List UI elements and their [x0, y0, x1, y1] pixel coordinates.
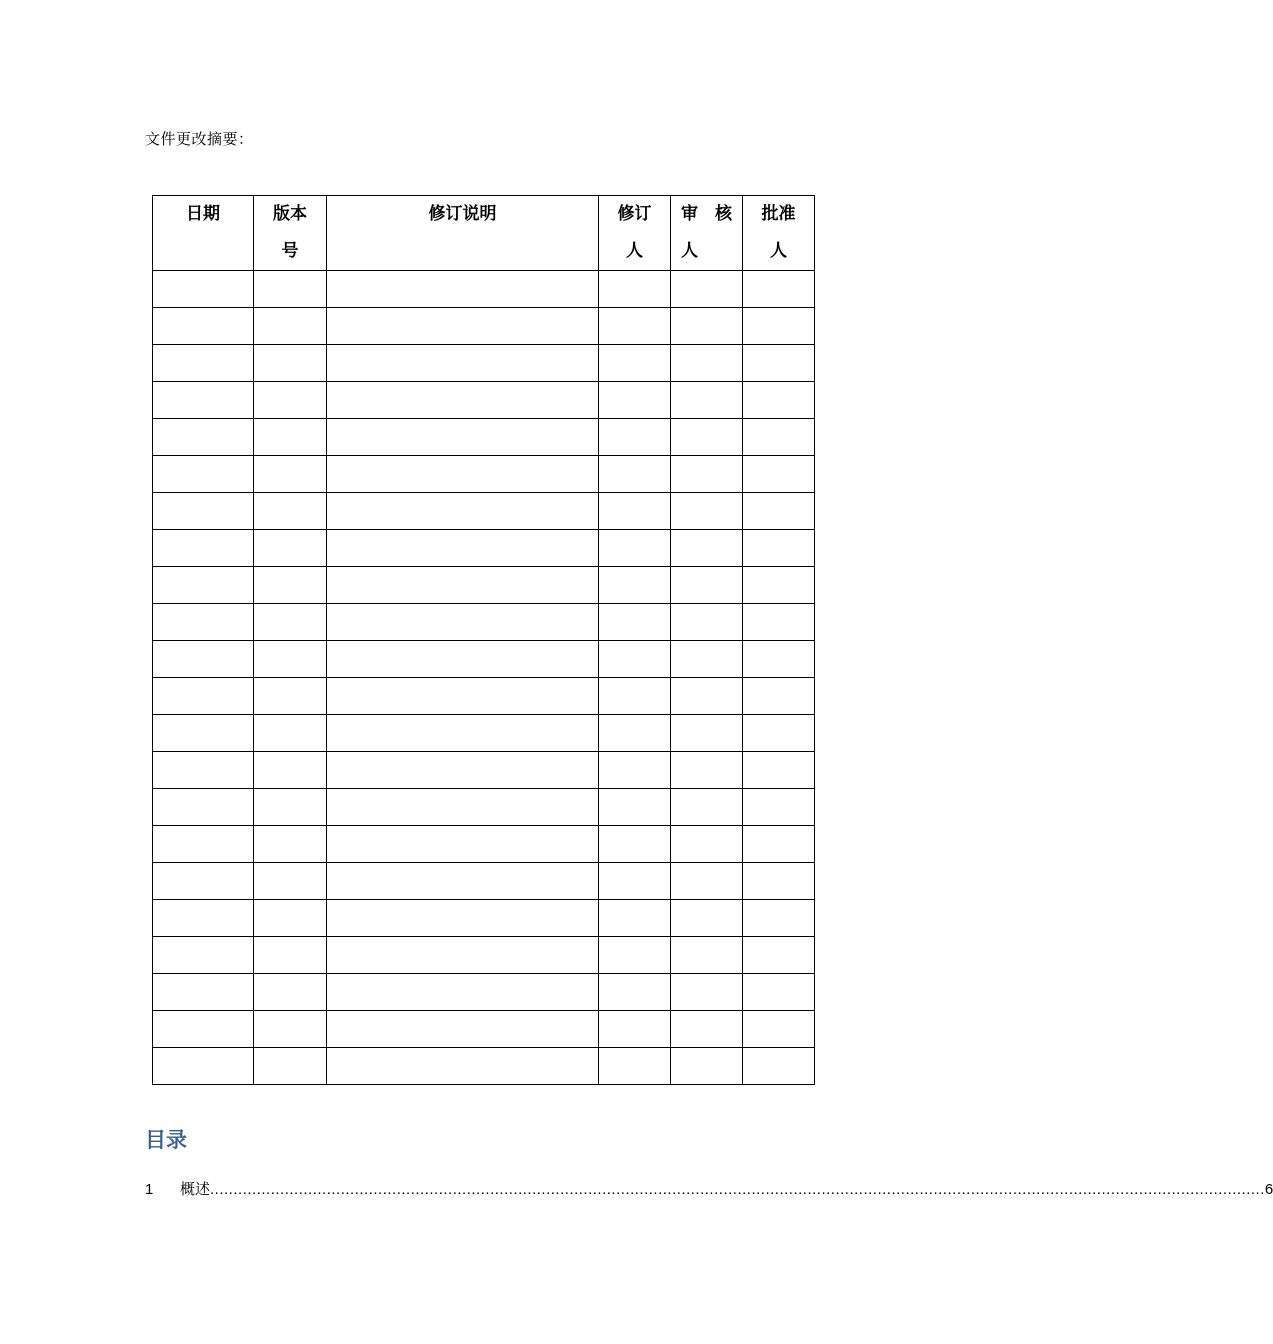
- cell-approver[interactable]: [743, 641, 815, 678]
- header-date: 日期: [153, 196, 254, 271]
- cell-date[interactable]: [153, 345, 254, 382]
- toc-heading: 目录: [145, 1128, 187, 1152]
- cell-date[interactable]: [153, 826, 254, 863]
- cell-auditor[interactable]: [671, 308, 743, 345]
- cell-auditor[interactable]: [671, 678, 743, 715]
- cell-description[interactable]: [327, 678, 599, 715]
- cell-version[interactable]: [254, 530, 327, 567]
- cell-version[interactable]: [254, 271, 327, 308]
- cell-approver[interactable]: [743, 974, 815, 1011]
- table-row: [153, 456, 815, 493]
- revision-table-body: [153, 271, 815, 1085]
- cell-auditor[interactable]: [671, 382, 743, 419]
- cell-approver[interactable]: [743, 900, 815, 937]
- cell-version[interactable]: [254, 456, 327, 493]
- cell-date[interactable]: [153, 530, 254, 567]
- cell-auditor[interactable]: [671, 604, 743, 641]
- cell-approver[interactable]: [743, 308, 815, 345]
- cell-version[interactable]: [254, 900, 327, 937]
- cell-date[interactable]: [153, 641, 254, 678]
- cell-auditor[interactable]: [671, 419, 743, 456]
- table-row: [153, 715, 815, 752]
- cell-approver[interactable]: [743, 456, 815, 493]
- cell-date[interactable]: [153, 271, 254, 308]
- cell-auditor[interactable]: [671, 641, 743, 678]
- cell-reviser[interactable]: [599, 715, 671, 752]
- cell-date[interactable]: [153, 715, 254, 752]
- cell-description[interactable]: [327, 937, 599, 974]
- cell-description[interactable]: [327, 974, 599, 1011]
- toc-entry-title: 概述: [180, 1180, 211, 1198]
- header-description: 修订说明: [327, 196, 599, 271]
- cell-auditor[interactable]: [671, 456, 743, 493]
- header-reviser: 修订 人: [599, 196, 671, 271]
- table-row: [153, 271, 815, 308]
- header-auditor: 审 核 人: [671, 196, 743, 271]
- cell-date[interactable]: [153, 937, 254, 974]
- header-version: 版本 号: [254, 196, 327, 271]
- cell-reviser[interactable]: [599, 1011, 671, 1048]
- cell-reviser[interactable]: [599, 1048, 671, 1085]
- header-approver: 批准 人: [743, 196, 815, 271]
- table-row: [153, 826, 815, 863]
- cell-date[interactable]: [153, 752, 254, 789]
- cell-approver[interactable]: [743, 937, 815, 974]
- cell-reviser[interactable]: [599, 456, 671, 493]
- cell-version[interactable]: [254, 419, 327, 456]
- cell-version[interactable]: [254, 1048, 327, 1085]
- cell-approver[interactable]: [743, 863, 815, 900]
- cell-reviser[interactable]: [599, 900, 671, 937]
- cell-description[interactable]: [327, 345, 599, 382]
- table-row: [153, 1011, 815, 1048]
- change-summary-label: 文件更改摘要：: [145, 130, 254, 148]
- cell-auditor[interactable]: [671, 826, 743, 863]
- table-header-row: [153, 196, 815, 271]
- cell-auditor[interactable]: [671, 974, 743, 1011]
- table-row: [153, 678, 815, 715]
- table-row: [153, 789, 815, 826]
- cell-date[interactable]: [153, 900, 254, 937]
- cell-approver[interactable]: [743, 567, 815, 604]
- cell-date[interactable]: [153, 567, 254, 604]
- cell-approver[interactable]: [743, 678, 815, 715]
- cell-version[interactable]: [254, 345, 327, 382]
- cell-version[interactable]: [254, 604, 327, 641]
- cell-description[interactable]: [327, 1011, 599, 1048]
- cell-reviser[interactable]: [599, 419, 671, 456]
- table-row: [153, 752, 815, 789]
- cell-version[interactable]: [254, 752, 327, 789]
- cell-description[interactable]: [327, 382, 599, 419]
- cell-reviser[interactable]: [599, 604, 671, 641]
- table-row: [153, 937, 815, 974]
- cell-auditor[interactable]: [671, 789, 743, 826]
- cell-auditor[interactable]: [671, 715, 743, 752]
- cell-reviser[interactable]: [599, 826, 671, 863]
- cell-version[interactable]: [254, 678, 327, 715]
- toc-dot-leader: ..................................................................................................................................................................................................................................: [210, 1181, 1265, 1198]
- revision-history-table: [152, 195, 815, 1085]
- table-row: [153, 419, 815, 456]
- cell-auditor[interactable]: [671, 271, 743, 308]
- cell-description[interactable]: [327, 1048, 599, 1085]
- cell-approver[interactable]: [743, 493, 815, 530]
- cell-approver[interactable]: [743, 604, 815, 641]
- table-row: [153, 530, 815, 567]
- cell-description[interactable]: [327, 826, 599, 863]
- cell-reviser[interactable]: [599, 567, 671, 604]
- table-row: [153, 567, 815, 604]
- cell-version[interactable]: [254, 937, 327, 974]
- cell-date[interactable]: [153, 974, 254, 1011]
- toc-entry-page: 6: [1264, 1181, 1273, 1198]
- cell-approver[interactable]: [743, 382, 815, 419]
- cell-date[interactable]: [153, 678, 254, 715]
- cell-reviser[interactable]: [599, 308, 671, 345]
- cell-reviser[interactable]: [599, 530, 671, 567]
- table-row: [153, 308, 815, 345]
- cell-version[interactable]: [254, 493, 327, 530]
- cell-approver[interactable]: [743, 1011, 815, 1048]
- cell-reviser[interactable]: [599, 641, 671, 678]
- cell-auditor[interactable]: [671, 345, 743, 382]
- cell-version[interactable]: [254, 1011, 327, 1048]
- cell-description[interactable]: [327, 493, 599, 530]
- cell-description[interactable]: [327, 863, 599, 900]
- cell-approver[interactable]: [743, 271, 815, 308]
- cell-description[interactable]: [327, 900, 599, 937]
- cell-approver[interactable]: [743, 715, 815, 752]
- cell-date[interactable]: [153, 382, 254, 419]
- cell-description[interactable]: [327, 456, 599, 493]
- cell-auditor[interactable]: [671, 937, 743, 974]
- cell-reviser[interactable]: [599, 678, 671, 715]
- cell-approver[interactable]: [743, 419, 815, 456]
- table-row: [153, 382, 815, 419]
- cell-version[interactable]: [254, 715, 327, 752]
- cell-description[interactable]: [327, 715, 599, 752]
- toc-entry[interactable]: [145, 1178, 1273, 1199]
- cell-version[interactable]: [254, 641, 327, 678]
- cell-date[interactable]: [153, 604, 254, 641]
- cell-description[interactable]: [327, 641, 599, 678]
- cell-date[interactable]: [153, 456, 254, 493]
- table-row: [153, 604, 815, 641]
- table-row: [153, 1048, 815, 1085]
- cell-version[interactable]: [254, 382, 327, 419]
- table-row: [153, 900, 815, 937]
- cell-description[interactable]: [327, 308, 599, 345]
- table-row: [153, 641, 815, 678]
- cell-approver[interactable]: [743, 345, 815, 382]
- cell-description[interactable]: [327, 789, 599, 826]
- cell-reviser[interactable]: [599, 789, 671, 826]
- cell-auditor[interactable]: [671, 530, 743, 567]
- table-row: [153, 863, 815, 900]
- cell-auditor[interactable]: [671, 752, 743, 789]
- cell-reviser[interactable]: [599, 752, 671, 789]
- cell-version[interactable]: [254, 863, 327, 900]
- cell-reviser[interactable]: [599, 493, 671, 530]
- cell-auditor[interactable]: [671, 567, 743, 604]
- cell-approver[interactable]: [743, 826, 815, 863]
- cell-version[interactable]: [254, 567, 327, 604]
- cell-description[interactable]: [327, 419, 599, 456]
- cell-description[interactable]: [327, 271, 599, 308]
- cell-reviser[interactable]: [599, 345, 671, 382]
- cell-auditor[interactable]: [671, 1011, 743, 1048]
- cell-auditor[interactable]: [671, 493, 743, 530]
- toc-entry-number: 1: [145, 1181, 154, 1198]
- table-row: [153, 345, 815, 382]
- cell-reviser[interactable]: [599, 271, 671, 308]
- cell-auditor[interactable]: [671, 900, 743, 937]
- cell-version[interactable]: [254, 826, 327, 863]
- cell-auditor[interactable]: [671, 863, 743, 900]
- cell-approver[interactable]: [743, 530, 815, 567]
- cell-description[interactable]: [327, 604, 599, 641]
- cell-approver[interactable]: [743, 752, 815, 789]
- cell-auditor[interactable]: [671, 1048, 743, 1085]
- cell-version[interactable]: [254, 308, 327, 345]
- cell-reviser[interactable]: [599, 863, 671, 900]
- table-row: [153, 493, 815, 530]
- cell-date[interactable]: [153, 863, 254, 900]
- cell-date[interactable]: [153, 493, 254, 530]
- cell-date[interactable]: [153, 308, 254, 345]
- table-row: [153, 974, 815, 1011]
- cell-approver[interactable]: [743, 1048, 815, 1085]
- cell-reviser[interactable]: [599, 937, 671, 974]
- cell-version[interactable]: [254, 974, 327, 1011]
- cell-date[interactable]: [153, 789, 254, 826]
- cell-reviser[interactable]: [599, 382, 671, 419]
- cell-reviser[interactable]: [599, 974, 671, 1011]
- cell-description[interactable]: [327, 530, 599, 567]
- cell-version[interactable]: [254, 789, 327, 826]
- cell-date[interactable]: [153, 1011, 254, 1048]
- cell-date[interactable]: [153, 1048, 254, 1085]
- cell-description[interactable]: [327, 567, 599, 604]
- cell-description[interactable]: [327, 752, 599, 789]
- cell-approver[interactable]: [743, 789, 815, 826]
- cell-date[interactable]: [153, 419, 254, 456]
